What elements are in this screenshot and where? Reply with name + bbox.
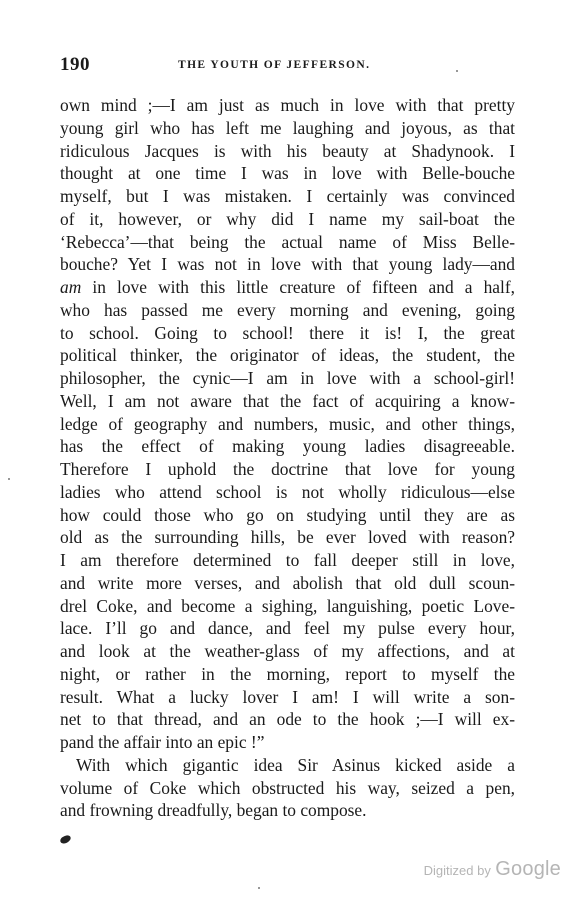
body-text <box>60 94 515 822</box>
text-line: old as the surrounding hills, be ever loved with reason? <box>60 527 515 548</box>
text-line: young girl who has left me laughing and joyous, as that <box>60 117 515 138</box>
text-line: and frowning dreadfully, began to compose. <box>60 800 367 821</box>
text-line: thought at one time I was in love with Belle-bouche <box>60 163 515 184</box>
text-line: myself, but I was mistaken. I certainly was convinced <box>60 186 515 206</box>
text-line: lace. I’ll go and dance, and feel my pulse every hour, <box>60 618 515 639</box>
stray-dot <box>8 478 10 480</box>
page-header <box>60 54 515 76</box>
text-line: result. What a lucky lover I am! I will write a son- <box>60 686 515 707</box>
italic-word: am <box>60 277 82 297</box>
text-line: ladies who attend school is not wholly ridiculous—else <box>60 481 515 502</box>
stray-dot <box>456 70 458 72</box>
text-line: drel Coke, and become a sighing, languishing, poetic Love- <box>60 595 515 616</box>
text-line: ridiculous Jacques is with his beauty at Shadynook. I <box>60 140 515 161</box>
ink-blot-mark <box>59 834 72 845</box>
text-line: pand the affair into an epic !” <box>60 732 265 752</box>
text-line: bouche? Yet I was not in love with that young lady—and <box>60 254 515 275</box>
text-line: ledge of geography and numbers, music, and other things, <box>60 413 515 434</box>
text-line: of it, however, or why did I name my sail-boat the <box>60 208 515 229</box>
watermark-prefix: Digitized by <box>423 863 491 878</box>
text-line: philosopher, the cynic—I am in love with a school-girl! <box>60 368 515 388</box>
text-line: volume of Coke which obstructed his way, seized a pen, <box>60 777 515 798</box>
stray-dot <box>258 887 260 889</box>
text-line: I am therefore determined to fall deeper still in love, <box>60 550 515 570</box>
watermark-brand: Google <box>495 858 561 880</box>
text-line: political thinker, the originator of ideas, the student, the <box>60 345 515 366</box>
text-line: how could those who go on studying until they are as <box>60 504 515 525</box>
running-head: THE YOUTH OF JEFFERSON. <box>178 59 371 71</box>
text-line: and look at the weather-glass of my affections, and at <box>60 641 515 661</box>
text-line <box>60 276 515 299</box>
text-line: ‘Rebecca’—that being the actual name of Miss Belle- <box>60 231 515 252</box>
text-line: and write more verses, and abolish that old dull scoun- <box>60 572 515 593</box>
text-line: With which gigantic idea Sir Asinus kicked aside a <box>76 754 515 775</box>
text-line: to school. Going to school! there it is! I, the great <box>60 322 515 343</box>
text-line: has the effect of making young ladies disagreeable. <box>60 436 515 457</box>
text-line: night, or rather in the morning, report to myself the <box>60 663 515 684</box>
digitized-watermark <box>424 858 561 881</box>
text-line-rest: in love with this little creature of fifteen and a half, <box>92 277 515 297</box>
text-line: own mind ;—I am just as much in love with that pretty <box>60 95 515 115</box>
text-line: Well, I am not aware that the fact of acquiring a know- <box>60 390 515 411</box>
text-line: who has passed me every morning and evening, going <box>60 299 515 320</box>
text-line: net to that thread, and an ode to the hook ;—I will ex- <box>60 709 515 730</box>
page-number: 190 <box>60 54 90 75</box>
text-line: Therefore I uphold the doctrine that love for young <box>60 459 515 479</box>
